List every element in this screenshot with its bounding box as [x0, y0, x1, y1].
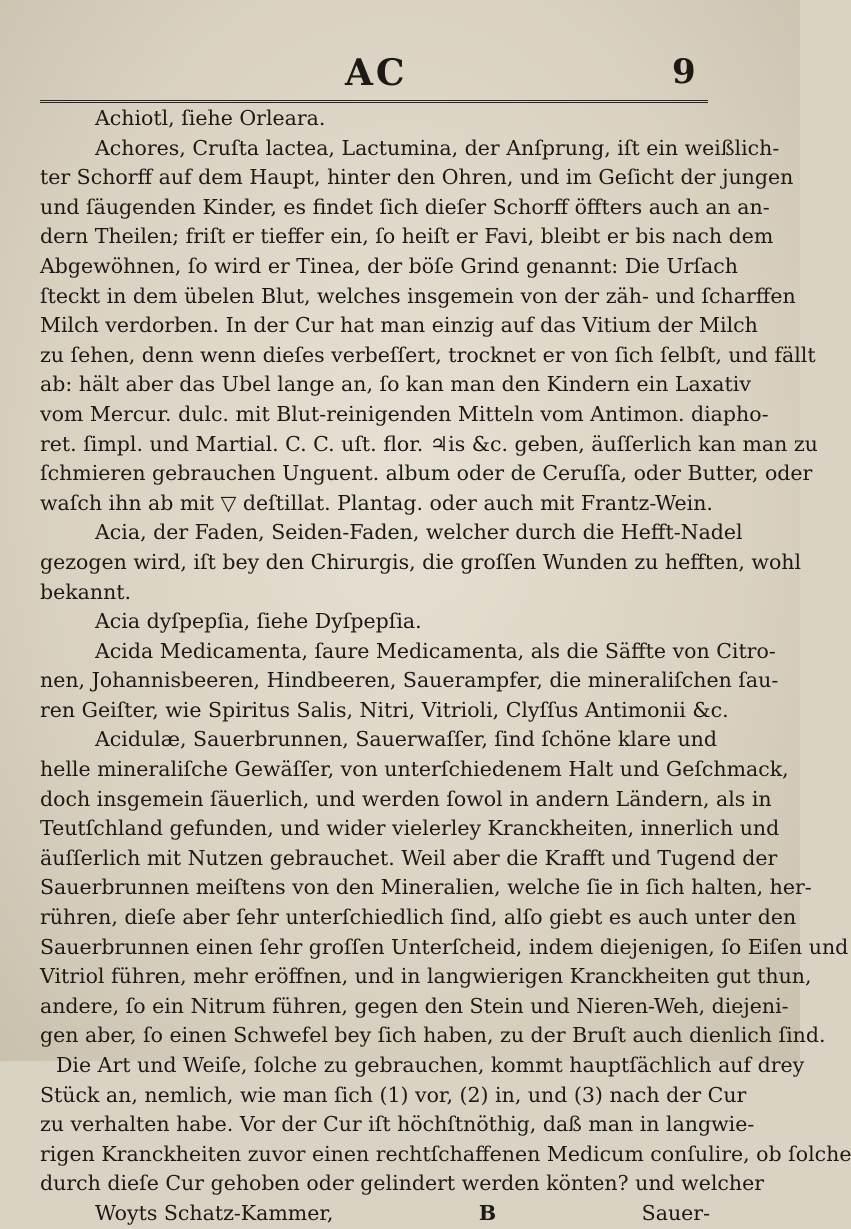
text-line: ret. ſimpl. und Martial. C. C. uſt. flor. ♃is &c. geben, äuſſerlich kan man zu	[40, 431, 818, 456]
footer-title: Woyts Schatz-Kammer,	[95, 1200, 334, 1225]
catchword: Sauer-	[641, 1200, 710, 1225]
text-line: Milch verdorben. In der Cur hat man einzig auf das Vitium der Milch	[40, 313, 758, 338]
text-line: ter Schorff auf dem Haupt, hinter den Ohren, und im Geſicht der jungen	[40, 165, 794, 190]
text-line: vom Mercur. dulc. mit Blut-reinigenden Mitteln vom Antimon. diapho-	[40, 401, 769, 426]
header-word: AC	[345, 52, 408, 94]
text-line: rigen Kranckheiten zuvor einen rechtſchaffenen Medicum conſulire, ob ſolche	[40, 1141, 851, 1166]
text-line: andere, ſo ein Nitrum führen, gegen den Stein und Nieren-Weh, diejeni-	[40, 993, 789, 1018]
text-line: Teutſchland gefunden, und wider vielerley Kranckheiten, innerlich und	[40, 816, 780, 841]
text-line: zu verhalten habe. Vor der Cur iſt höchſtnöthig, daß man in langwie-	[40, 1112, 755, 1137]
text-line: doch insgemein ſäuerlich, und werden ſowol in andern Ländern, als in	[40, 786, 772, 811]
signature-mark: B	[478, 1200, 497, 1225]
catchword-line	[40, 1199, 720, 1229]
body-text	[40, 104, 851, 1229]
text-line: zu ſehen, denn wenn dieſes verbeſſert, trocknet er von ſich ſelbſt, und fällt	[40, 342, 816, 367]
text-line: ab: hält aber das Ubel lange an, ſo kan man den Kindern ein Laxativ	[40, 372, 751, 397]
text-line: helle mineraliſche Gewäſſer, von unterſchiedenem Halt und Geſchmack,	[40, 757, 789, 782]
text-line: waſch ihn ab mit ▽ deſtillat. Plantag. oder auch mit Frantz-Wein.	[40, 490, 713, 515]
text-line: dern Theilen; friſt er tieffer ein, ſo heiſt er Favi, bleibt er bis nach dem	[40, 224, 774, 249]
text-line: Acida Medicamenta, ſaure Medicamenta, als die Säffte von Citro-	[95, 638, 776, 663]
text-line: und ſäugenden Kinder, es findet ſich dieſer Schorff öffters auch an an-	[40, 194, 770, 219]
header-rule	[40, 100, 708, 103]
text-line: gen aber, ſo einen Schwefel bey ſich haben, zu der Bruſt auch dienlich ſind.	[40, 1023, 826, 1048]
text-line: gezogen wird, iſt bey den Chirurgis, die groſſen Wunden zu hefften, wohl	[40, 549, 802, 574]
text-line: nen, Johannisbeeren, Hindbeeren, Sauerampfer, die mineraliſchen ſau-	[40, 668, 779, 693]
text-line: ren Geiſter, wie Spiritus Salis, Nitri, Vitrioli, Clyſſus Antimonii &c.	[40, 697, 729, 722]
page-number: 9	[672, 52, 696, 92]
text-line: Abgewöhnen, ſo wird er Tinea, der böſe Grind genannt: Die Urſach	[40, 253, 738, 278]
running-header	[0, 52, 800, 92]
text-line: Acia, der Faden, Seiden-Faden, welcher durch die Hefft-Nadel	[95, 520, 743, 545]
text-line: Sauerbrunnen meiſtens von den Mineralien, welche ſie in ſich halten, her-	[40, 875, 812, 900]
text-line: durch dieſe Cur gehoben oder gelindert werden könten? und welcher	[40, 1171, 765, 1196]
text-line: Achiotl, ſiehe Orleara.	[95, 106, 326, 130]
text-line: Acia dyſpepſia, ſiehe Dyſpepſia.	[95, 609, 422, 634]
text-line: ſteckt in dem übelen Blut, welches insgemein von der zäh- und ſcharffen	[40, 283, 796, 308]
text-line: Acidulæ, Sauerbrunnen, Sauerwaſſer, ſind ſchöne klare und	[95, 727, 718, 752]
text-line: äuſſerlich mit Nutzen gebrauchet. Weil aber die Krafft und Tugend der	[40, 845, 778, 870]
text-line: Sauerbrunnen einen ſehr groſſen Unterſcheid, indem diejenigen, ſo Eiſen und	[40, 934, 849, 959]
text-line: Stück an, nemlich, wie man ſich (1) vor, (2) in, und (3) nach der Cur	[40, 1082, 747, 1107]
text-line: Vitriol führen, mehr eröffnen, und in langwierigen Kranckheiten gut thun,	[40, 964, 812, 989]
text-line: Die Art und Weiſe, ſolche zu gebrauchen, kommt hauptſächlich auf drey	[56, 1053, 805, 1077]
text-line: Achores, Cruſta lactea, Lactumina, der Anſprung, iſt ein weißlich-	[95, 135, 780, 160]
text-line: ſchmieren gebrauchen Unguent. album oder de Ceruſſa, oder Butter, oder	[40, 461, 813, 486]
text-line: rühren, dieſe aber ſehr unterſchiedlich ſind, alſo giebt es auch unter den	[40, 905, 797, 930]
text-line: bekannt.	[40, 579, 132, 604]
